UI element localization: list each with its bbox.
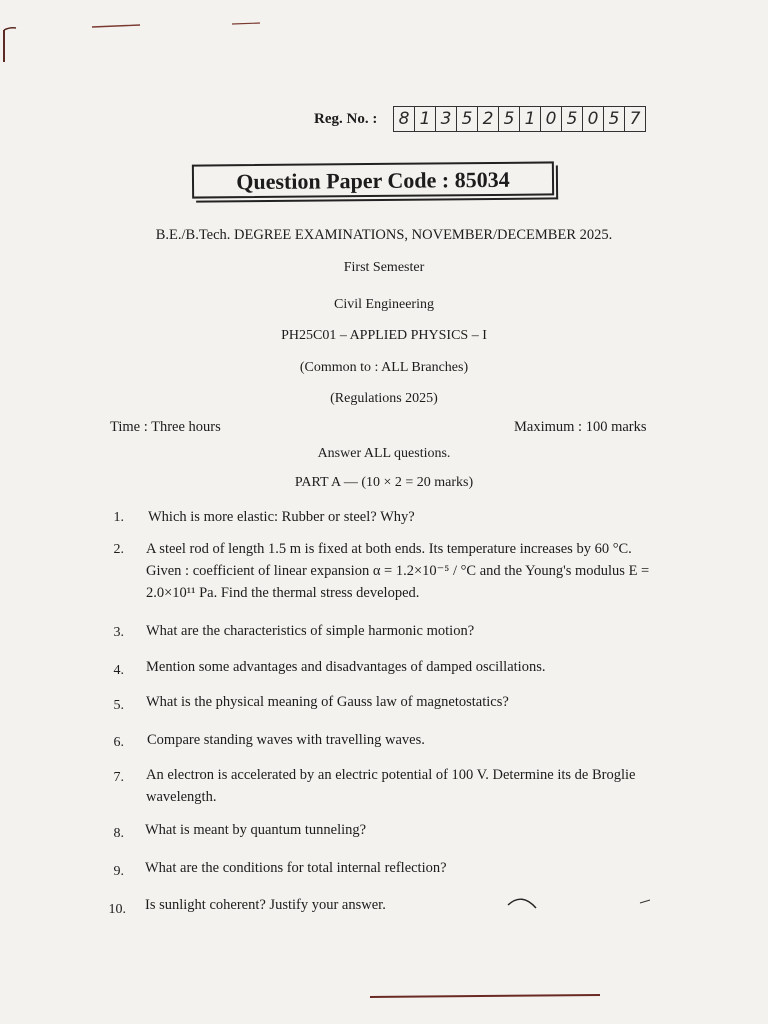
question-number: 9.: [113, 864, 124, 879]
question-text: What are the characteristics of simple harmonic motion?: [146, 623, 475, 639]
question-number: 4.: [113, 663, 124, 678]
reg-digit: 5: [604, 107, 625, 131]
exam-title: B.E./B.Tech. DEGREE EXAMINATIONS, NOVEMBER/DECEMBER 2025.: [155, 227, 613, 243]
part-a-heading: PART A — (10 × 2 = 20 marks): [294, 475, 474, 490]
reg-digit: 5: [499, 107, 520, 131]
reg-digit: 7: [629, 109, 641, 129]
question-text: Which is more elastic: Rubber or steel? Why?: [148, 509, 415, 525]
question-text: What is the physical meaning of Gauss law of magnetostatics?: [146, 694, 509, 710]
course-title: PH25C01 – APPLIED PHYSICS – I: [281, 328, 487, 343]
question-text: A steel rod of length 1.5 m is fixed at both ends. Its temperature increases by 60 °C. Given : coefficient of linear expansion α = 1.2×10⁻⁵ / °C and the Young's modulus E = 2.0×10¹¹ Pa. Find the thermal stress developed.: [146, 541, 650, 601]
common-to: (Common to : ALL Branches): [299, 360, 469, 375]
question-text: What is meant by quantum tunneling?: [145, 822, 367, 838]
instruction: Answer ALL questions.: [317, 446, 451, 461]
reg-digit: 8: [394, 107, 415, 131]
reg-digit: 3: [436, 107, 457, 131]
question-number: 10.: [108, 902, 126, 917]
question-text: Compare standing waves with travelling waves.: [147, 732, 425, 748]
maximum-marks: Maximum : 100 marks: [514, 419, 647, 435]
question-number: 8.: [113, 826, 124, 841]
semester: First Semester: [343, 260, 425, 275]
question-number: 3.: [113, 625, 124, 640]
question-text: Mention some advantages and disadvantages of damped oscillations.: [146, 659, 546, 675]
regulations: (Regulations 2025): [330, 391, 438, 406]
question-number: 7.: [113, 770, 124, 785]
reg-digit: 5: [562, 107, 583, 131]
question-text: An electron is accelerated by an electric potential of 100 V. Determine its de Broglie wavelength.: [146, 767, 636, 805]
time-allowed: Time : Three hours: [110, 419, 221, 435]
reg-digit: 0: [583, 107, 604, 131]
question-number: 2.: [113, 542, 124, 557]
question-number: 1.: [113, 510, 124, 525]
reg-digit: 0: [541, 107, 562, 131]
reg-no-label: Reg. No. :: [314, 111, 378, 127]
reg-digit: 2: [478, 107, 499, 131]
question-number: 5.: [113, 698, 124, 713]
reg-digit: 5: [457, 107, 478, 131]
reg-digit: 1: [415, 107, 436, 131]
reg-digit: 1: [520, 107, 541, 131]
branch: Civil Engineering: [334, 297, 434, 312]
question-text: Is sunlight coherent? Justify your answer.: [145, 897, 386, 913]
question-text: What are the conditions for total internal reflection?: [145, 860, 447, 876]
question-paper-code: Question Paper Code : 85034: [192, 161, 554, 198]
question-number: 6.: [113, 735, 124, 750]
reg-no-boxes: [393, 106, 646, 132]
